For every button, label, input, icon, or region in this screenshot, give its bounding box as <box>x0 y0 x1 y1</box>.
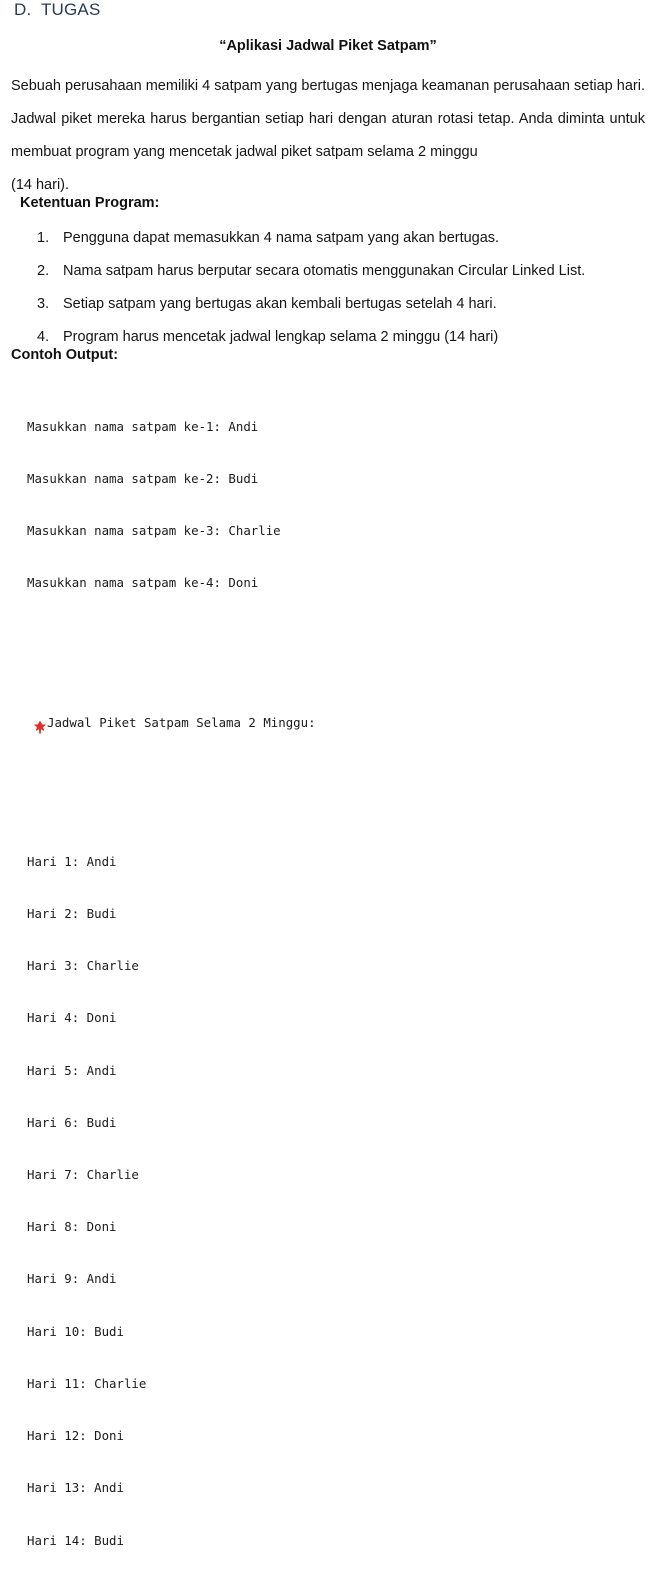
console-line: Masukkan nama satpam ke-3: Charlie <box>27 523 281 539</box>
console-line: Hari 10: Budi <box>27 1323 124 1339</box>
console-line: Hari 7: Charlie <box>27 1167 139 1183</box>
list-item-number: 1. <box>37 230 50 246</box>
console-line: Hari 2: Budi <box>27 906 117 922</box>
console-line: Hari 6: Budi <box>27 1114 117 1130</box>
console-schedule-header: Jadwal Piket Satpam Selama 2 Minggu: <box>47 714 316 730</box>
section-heading <box>14 0 101 20</box>
console-line: Hari 14: Budi <box>27 1532 124 1548</box>
console-blank-line <box>27 783 647 800</box>
console-line: Hari 12: Doni <box>27 1428 124 1444</box>
list-item <box>37 255 637 288</box>
console-line: Hari 5: Andi <box>27 1062 117 1078</box>
console-line: Hari 3: Charlie <box>27 958 139 974</box>
list-item <box>37 321 637 354</box>
section-heading-title: TUGAS <box>40 0 101 19</box>
console-line: Masukkan nama satpam ke-2: Budi <box>27 471 259 487</box>
list-item-number: 4. <box>37 329 50 345</box>
list-item-number: 2. <box>37 263 50 279</box>
page-title: “Aplikasi Jadwal Piket Satpam” <box>219 38 437 54</box>
example-output-heading: Contoh Output: <box>11 347 119 363</box>
list-item <box>37 288 637 321</box>
console-line: Masukkan nama satpam ke-1: Andi <box>27 418 259 434</box>
section-heading-letter: D. <box>14 0 32 19</box>
console-blank-line <box>27 644 647 661</box>
console-line: Hari 13: Andi <box>27 1480 124 1496</box>
console-line: Hari 9: Andi <box>27 1271 117 1287</box>
intro-paragraph <box>11 70 645 202</box>
requirements-heading: Ketentuan Program: <box>20 195 160 211</box>
console-schedule-header-line <box>27 714 647 731</box>
intro-paragraph-body: Sebuah perusahaan memiliki 4 satpam yang bertugas menjaga keamanan perusahaan setiap hari. Jadwal piket mereka harus bergantian setiap hari dengan aturan rotasi tetap. Anda diminta untuk membuat program yang mencetak jadwal piket satpam selama 2 minggu <box>11 78 645 160</box>
list-item-label: Pengguna dapat memasukkan 4 nama satpam yang akan bertugas. <box>63 230 500 246</box>
console-output-block <box>27 383 647 1584</box>
console-line: Hari 11: Charlie <box>27 1375 147 1391</box>
list-item-label: Nama satpam harus berputar secara otomatis menggunakan Circular Linked List. <box>63 263 586 279</box>
console-line: Hari 4: Doni <box>27 1010 117 1026</box>
list-item-label: Program harus mencetak jadwal lengkap selama 2 minggu (14 hari) <box>63 329 499 345</box>
list-item-label: Setiap satpam yang bertugas akan kembali bertugas setelah 4 hari. <box>63 296 497 312</box>
intro-paragraph-last-line: (14 hari). <box>11 177 70 193</box>
list-item <box>37 222 637 255</box>
console-line: Hari 8: Doni <box>27 1219 117 1235</box>
requirements-list <box>37 222 637 354</box>
console-line: Masukkan nama satpam ke-4: Doni <box>27 575 259 591</box>
console-line: Hari 1: Andi <box>27 853 117 869</box>
list-item-number: 3. <box>37 296 50 312</box>
